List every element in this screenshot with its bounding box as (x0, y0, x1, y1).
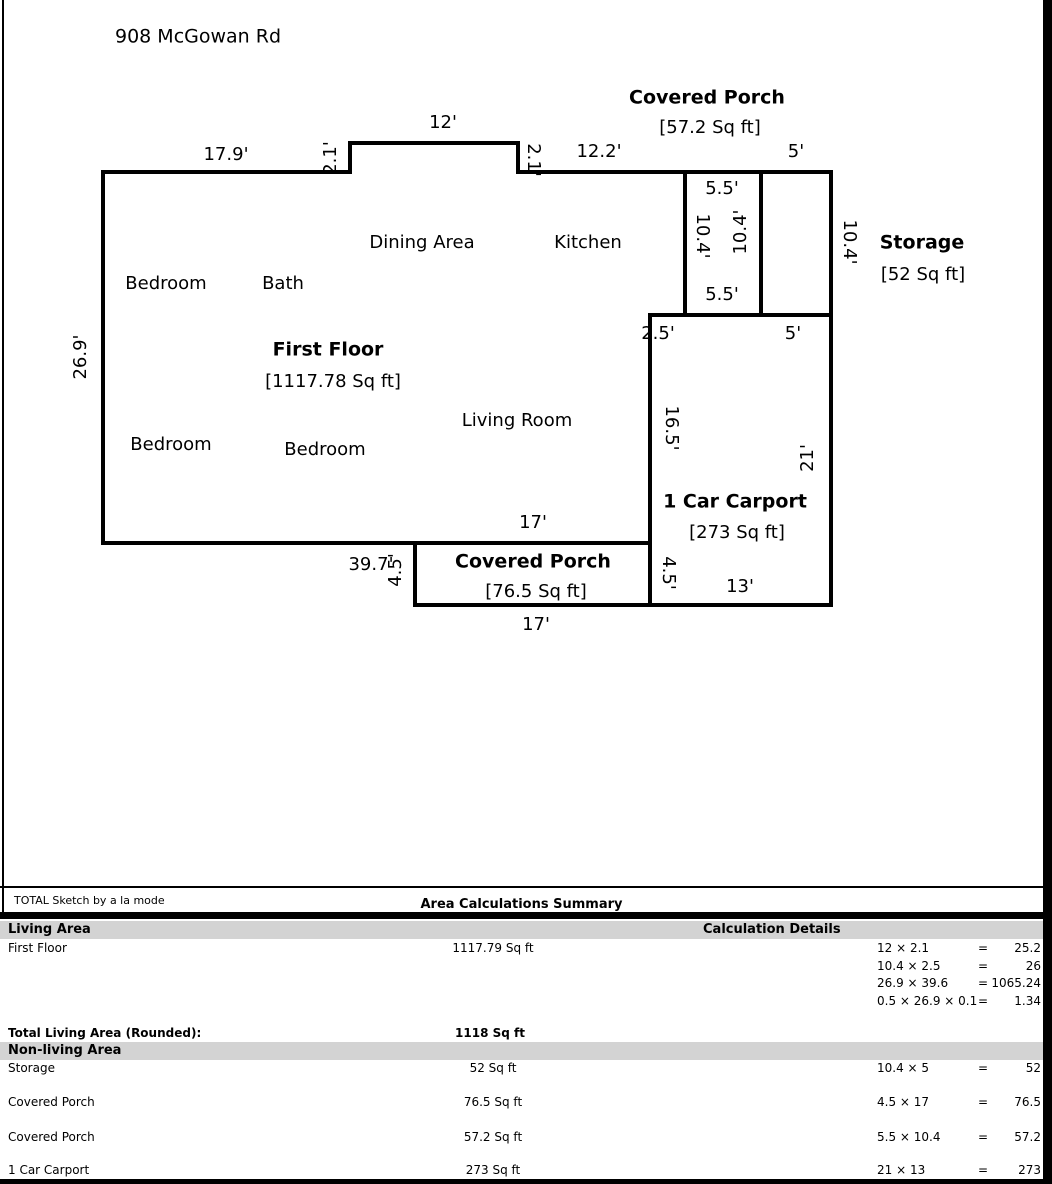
living-area-header-bar (0, 921, 1052, 939)
nonliving-row-name: Covered Porch (8, 1095, 95, 1109)
area-label-storage: Storage (879, 231, 965, 254)
dim-living-room-bottom-17: 17' (519, 512, 547, 533)
calc-expr: 10.4 × 5 (877, 1061, 930, 1075)
area-sqft-upper-covered-porch: [57.2 Sq ft] (659, 117, 761, 138)
nonliving-header: Non-living Area (8, 1043, 122, 1058)
calc-expr: 0.5 × 26.9 × 0.1 (877, 994, 978, 1008)
dim-lower-porch-left-4-5: 4.5' (385, 553, 406, 587)
room-label-bedroom-1: Bedroom (125, 273, 207, 294)
area-sqft-storage: [52 Sq ft] (880, 264, 966, 285)
room-label-dining-area: Dining Area (369, 232, 475, 253)
area-sqft-first-floor: [1117.78 Sq ft] (265, 371, 401, 392)
wall-bump-left (348, 141, 352, 174)
living-row-name: First Floor (8, 941, 67, 955)
room-label-living-room: Living Room (461, 410, 573, 431)
area-sqft-carport: [273 Sq ft] (689, 522, 785, 543)
nonliving-header-bar (0, 1042, 1052, 1060)
dim-storage-top-5: 5' (787, 141, 805, 162)
equals-sign: = (977, 1163, 989, 1177)
wall-top-right (516, 170, 833, 174)
dim-storage-height-10-4: 10.4' (839, 219, 860, 265)
living-row-value: 1117.79 Sq ft (452, 941, 534, 955)
dim-carport-height-21: 21' (797, 444, 818, 472)
dim-carport-left-16-5: 16.5' (661, 405, 682, 451)
dim-carport-bottom-left-4-5: 4.5' (658, 556, 679, 590)
page-border-right (1043, 0, 1052, 1184)
calc-result: 25.2 (1014, 941, 1041, 955)
page-border-bottom (0, 1179, 1052, 1184)
equals-sign: = (977, 976, 989, 990)
calc-expr: 26.9 × 39.6 (877, 976, 949, 990)
total-living-label: Total Living Area (Rounded): (8, 1026, 202, 1040)
calc-result: 1065.24 (991, 976, 1041, 990)
nonliving-row-value: 273 Sq ft (465, 1163, 521, 1177)
wall-bump-right (516, 141, 520, 174)
dim-bump-right-2-1: 2.1' (523, 143, 544, 177)
nonliving-row-name: Covered Porch (8, 1130, 95, 1144)
wall-storage-left (759, 170, 763, 317)
calc-expr: 4.5 × 17 (877, 1095, 930, 1109)
dim-porch-height-right-10-4: 10.4' (730, 209, 751, 255)
equals-sign: = (977, 959, 989, 973)
dim-strip-2-5: 2.5' (641, 323, 675, 344)
area-label-upper-covered-porch: Covered Porch (629, 86, 785, 109)
nonliving-row-name: Storage (8, 1061, 55, 1075)
total-living-value: 1118 Sq ft (455, 1026, 525, 1040)
room-label-bath: Bath (262, 273, 304, 294)
wall-top-left (101, 170, 352, 174)
wall-carport-left (648, 313, 652, 607)
wall-bottom (413, 603, 833, 607)
dim-porch-width-bottom-5-5: 5.5' (705, 284, 739, 305)
dim-porch-height-left-10-4: 10.4' (692, 213, 713, 259)
dim-bump-left-2-1: 2.1' (320, 141, 341, 175)
page-border-left (2, 0, 4, 917)
software-branding: TOTAL Sketch by a la mode (14, 894, 165, 907)
calc-result: 76.5 (1014, 1095, 1041, 1109)
calc-details-header: Calculation Details (703, 922, 841, 937)
dim-lower-porch-bottom-17: 17' (522, 614, 550, 635)
wall-exterior-left (101, 170, 105, 545)
room-label-kitchen: Kitchen (554, 232, 622, 253)
equals-sign: = (977, 994, 989, 1008)
nonliving-row-name: 1 Car Carport (8, 1163, 90, 1177)
wall-lower-porch-left (413, 541, 417, 607)
equals-sign: = (977, 1130, 989, 1144)
nonliving-row-value: 52 Sq ft (469, 1061, 517, 1075)
nonliving-row-value: 57.2 Sq ft (463, 1130, 523, 1144)
dim-house-bottom-39-7: 39.7' (348, 554, 394, 575)
address-title: 908 McGowan Rd (115, 25, 282, 48)
wall-exterior-right (829, 170, 833, 607)
area-sqft-lower-covered-porch: [76.5 Sq ft] (485, 581, 587, 602)
dim-bump-top-12: 12' (429, 112, 457, 133)
dim-carport-width-13: 13' (726, 576, 754, 597)
calc-expr: 5.5 × 10.4 (877, 1130, 941, 1144)
equals-sign: = (977, 1061, 989, 1075)
wall-carport-top (648, 313, 833, 317)
wall-bump-top (348, 141, 520, 145)
area-label-carport: 1 Car Carport (663, 490, 807, 513)
dim-storage-bottom-5: 5' (784, 323, 802, 344)
area-label-first-floor: First Floor (272, 338, 384, 361)
calc-result: 57.2 (1014, 1130, 1041, 1144)
calc-expr: 10.4 × 2.5 (877, 959, 941, 973)
calc-result: 52 (1025, 1061, 1041, 1075)
area-label-lower-covered-porch: Covered Porch (455, 550, 611, 573)
area-calculations-summary (0, 886, 1052, 1184)
calc-expr: 21 × 13 (877, 1163, 926, 1177)
calc-result: 26 (1025, 959, 1041, 973)
equals-sign: = (977, 941, 989, 955)
nonliving-row-value: 76.5 Sq ft (463, 1095, 523, 1109)
dim-left-wall-26-9: 26.9' (70, 334, 91, 380)
calc-result: 273 (1018, 1163, 1041, 1177)
wall-upper-porch-left (683, 170, 687, 317)
dim-top-right-12-2: 12.2' (576, 141, 622, 162)
calc-result: 1.34 (1014, 994, 1041, 1008)
room-label-bedroom-2: Bedroom (130, 434, 212, 455)
room-label-bedroom-3: Bedroom (284, 439, 366, 460)
divider-bar (0, 912, 1052, 919)
dim-top-left-17-9: 17.9' (203, 144, 249, 165)
dim-porch-width-top-5-5: 5.5' (705, 178, 739, 199)
living-area-header: Living Area (8, 922, 91, 937)
summary-title: Area Calculations Summary (420, 897, 623, 912)
calc-expr: 12 × 2.1 (877, 941, 930, 955)
wall-house-bottom (101, 541, 652, 545)
equals-sign: = (977, 1095, 989, 1109)
